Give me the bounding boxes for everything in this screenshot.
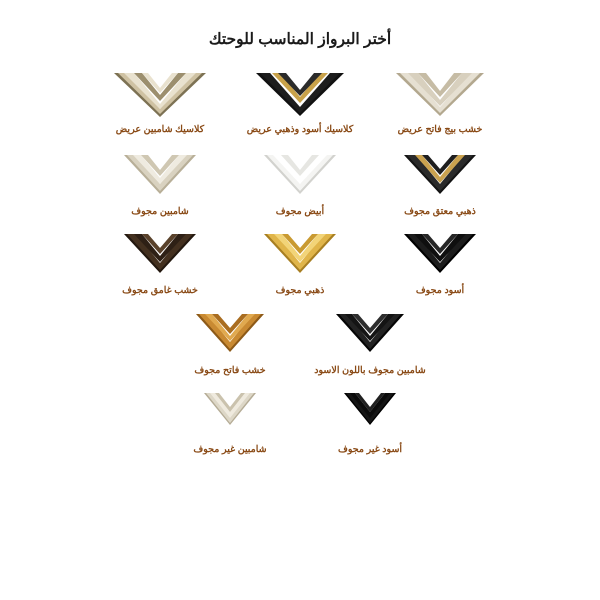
frame-option-label: أسود مجوف xyxy=(415,285,465,297)
frame-corner-swatch[interactable] xyxy=(248,153,352,199)
frame-corner-swatch[interactable] xyxy=(248,71,352,117)
frame-option-label: خشب غامق مجوف xyxy=(122,285,198,297)
frame-corner-swatch[interactable] xyxy=(318,391,422,437)
frame-corner-swatch[interactable] xyxy=(318,312,422,358)
frame-corner-swatch[interactable] xyxy=(178,312,282,358)
frame-option-antique-gold-hollow[interactable] xyxy=(379,153,501,219)
frame-option-champagne-solid[interactable] xyxy=(169,391,291,457)
frame-option-black-solid[interactable] xyxy=(309,391,431,457)
frame-row xyxy=(0,232,600,298)
frame-grid xyxy=(0,71,600,457)
frame-row xyxy=(0,312,600,378)
frame-corner-swatch[interactable] xyxy=(108,232,212,278)
frame-option-label: شامبين غير مجوف xyxy=(193,444,267,456)
frame-option-label: ذهبي مجوف xyxy=(275,285,325,297)
frame-option-white-hollow[interactable] xyxy=(239,153,361,219)
frame-option-label: شامبين مجوف باللون الاسود xyxy=(314,364,426,376)
frame-option-classic-black-gold-wide[interactable] xyxy=(239,71,361,137)
frame-option-champagne-hollow[interactable] xyxy=(99,153,221,219)
frame-option-black-hollow[interactable] xyxy=(379,232,501,298)
frame-option-label: شامبين مجوف xyxy=(131,205,189,217)
frame-option-label: ذهبي معتق مجوف xyxy=(404,205,476,217)
frame-option-dark-wood-hollow[interactable] xyxy=(99,232,221,298)
frame-option-light-wood-hollow[interactable] xyxy=(169,312,291,378)
frame-option-gold-hollow[interactable] xyxy=(239,232,361,298)
frame-row xyxy=(0,71,600,137)
frame-option-label: خشب بيج فاتح عريض xyxy=(397,124,483,135)
frame-row xyxy=(0,391,600,457)
frame-corner-swatch[interactable] xyxy=(108,153,212,199)
frame-option-label: خشب فاتح مجوف xyxy=(194,364,266,376)
frame-option-classic-champagne-wide[interactable] xyxy=(99,71,221,137)
page-title: أختر البرواز المناسب للوحتك xyxy=(208,31,392,48)
frame-option-label: كلاسيك شامبين عريض xyxy=(115,124,205,135)
frame-row xyxy=(0,153,600,219)
frame-option-label: كلاسيك أسود وذهبي عريض xyxy=(246,124,354,135)
frame-corner-swatch[interactable] xyxy=(178,391,282,437)
frame-corner-swatch[interactable] xyxy=(388,153,492,199)
frame-option-label: أبيض مجوف xyxy=(275,205,325,217)
frame-corner-swatch[interactable] xyxy=(388,71,492,117)
frame-option-label: أسود غير مجوف xyxy=(337,444,403,456)
frame-corner-swatch[interactable] xyxy=(248,232,352,278)
frame-option-champagne-hollow-black[interactable] xyxy=(309,312,431,378)
frame-option-light-beige-wood-wide[interactable] xyxy=(379,71,501,137)
frame-corner-swatch[interactable] xyxy=(108,71,212,117)
frame-corner-swatch[interactable] xyxy=(388,232,492,278)
